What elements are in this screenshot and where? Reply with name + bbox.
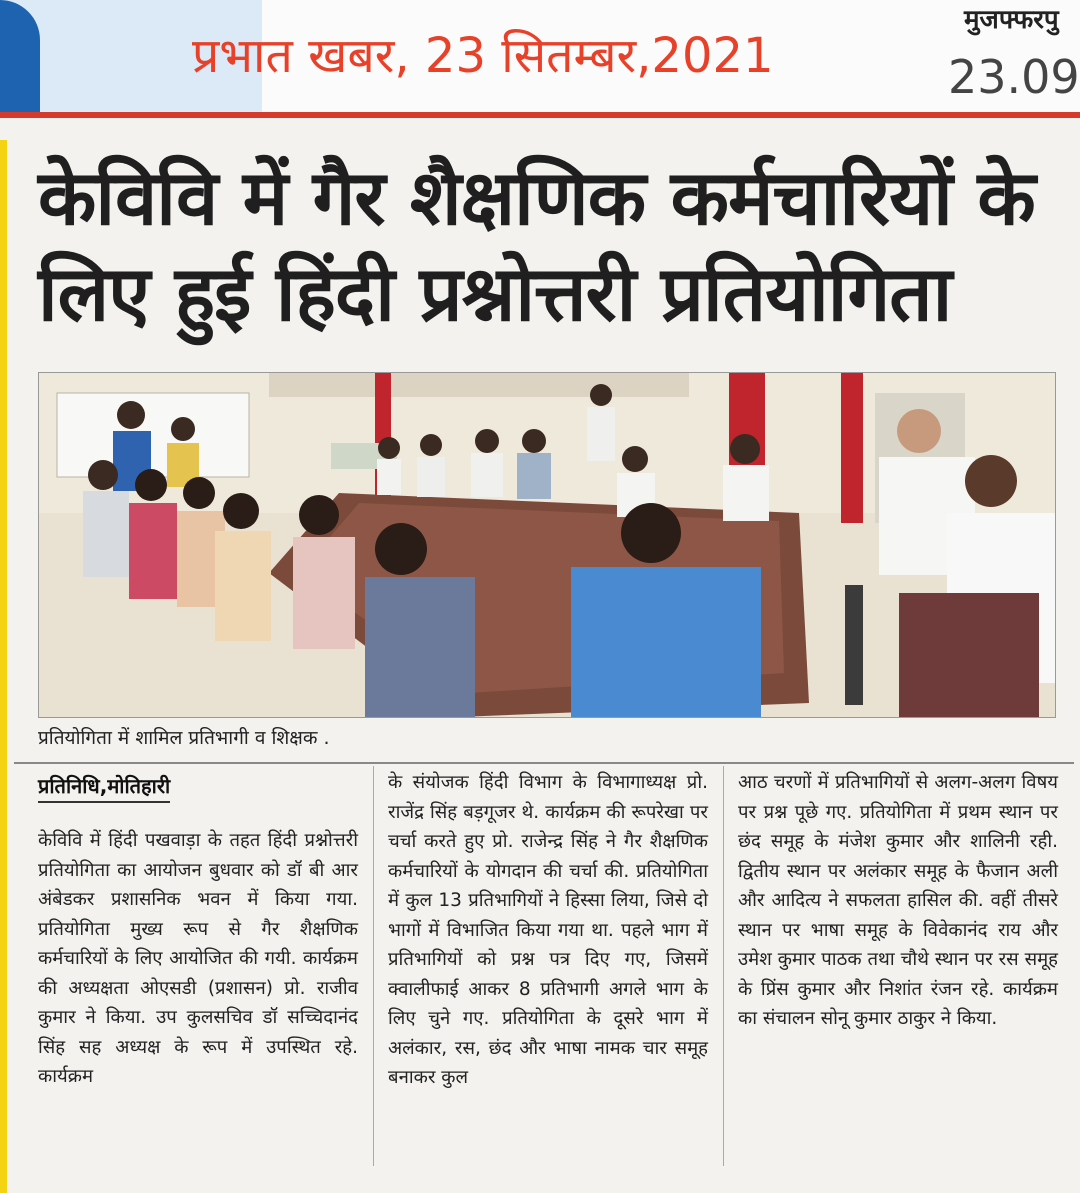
meeting-room-photo bbox=[39, 373, 1055, 717]
headline-line-2: लिए हुई हिंदी प्रश्नोत्तरी प्रतियोगिता bbox=[38, 249, 952, 338]
story-accent-bar bbox=[0, 140, 7, 1193]
caption-divider bbox=[14, 762, 1074, 764]
column-divider-1 bbox=[373, 766, 374, 1166]
edition-city: मुजफ्फरपु bbox=[964, 5, 1059, 35]
edition-date: 23.09 bbox=[948, 50, 1080, 104]
masthead-rule bbox=[0, 112, 1080, 118]
news-photo bbox=[38, 372, 1056, 718]
headline bbox=[38, 150, 1068, 342]
article-column-2: के संयोजक हिंदी विभाग के विभागाध्यक्ष प्रो. राजेंद्र सिंह बड़गूजर थे. कार्यक्रम की रूपरेखा पर चर्चा करते हुए प्रो. राजेन्द्र सिंह ने गैर शैक्षणिक कर्मचारियों के योगदान की चर्चा की. प्रतियोगिता में कुल 13 प्रतिभागियों ने हिस्सा लिया, जिसे दो भागों में विभाजित किया गया था. पहले भाग में प्रतिभागियों को प्रश्न पत्र दिए गए, जिसमें क्वालीफाई आकर 8 प्रतिभागी अगले भाग के लिए चुने गए. प्रतियोगिता के दूसरे भाग में अलंकार, रस, छंद और भाषा नामक चार समूह बनाकर कुल bbox=[388, 772, 708, 1088]
article-column-1: केविवि में हिंदी पखवाड़ा के तहत हिंदी प्रश्नोत्तरी प्रतियोगिता का आयोजन बुधवार को डॉ बी आर अंबेडकर प्रशासनिक भवन में किया गया. प्रतियोगिता मुख्य रूप से गैर शैक्षणिक कर्मचारियों के लिए आयोजित की गयी. कार्यक्रम की अध्यक्षता ओएसडी (प्रशासन) प्रो. राजीव कुमार ने किया. उप कुलसचिव डॉ सच्चिदानंद सिंह सह अध्यक्ष के रूप में उपस्थित रहे. कार्यक्रम bbox=[38, 830, 358, 1087]
byline: प्रतिनिधि,मोतिहारी bbox=[38, 772, 170, 803]
headline-line-1: केविवि में गैर शैक्षणिक कर्मचारियों के bbox=[38, 153, 1035, 242]
article-column-3: आठ चरणों में प्रतिभागियों से अलग-अलग विषय पर प्रश्न पूछे गए. प्रतियोगिता में प्रथम स्थान पर छंद समूह के मंजेश कुमार और शालिनी रही. द्वितीय स्थान पर अलंकार समूह के फैजान अली और आदित्य ने सफलता हासिल की. वहीं तीसरे स्थान पर भाषा समूह के विवेकानंद राय और उमेश कुमार पाठक तथा चौथे स्थान पर रस समूह के प्रिंस कुमार और निशांत रंजन रहे. कार्यक्रम का संचालन सोनू कुमार ठाकुर ने किया. bbox=[738, 772, 1058, 1029]
column-divider-2 bbox=[723, 766, 724, 1166]
photo-caption: प्रतियोगिता में शामिल प्रतिभागी व शिक्षक . bbox=[38, 727, 330, 749]
clipping-source-title: प्रभात खबर, 23 सितम्बर,2021 bbox=[192, 28, 774, 84]
